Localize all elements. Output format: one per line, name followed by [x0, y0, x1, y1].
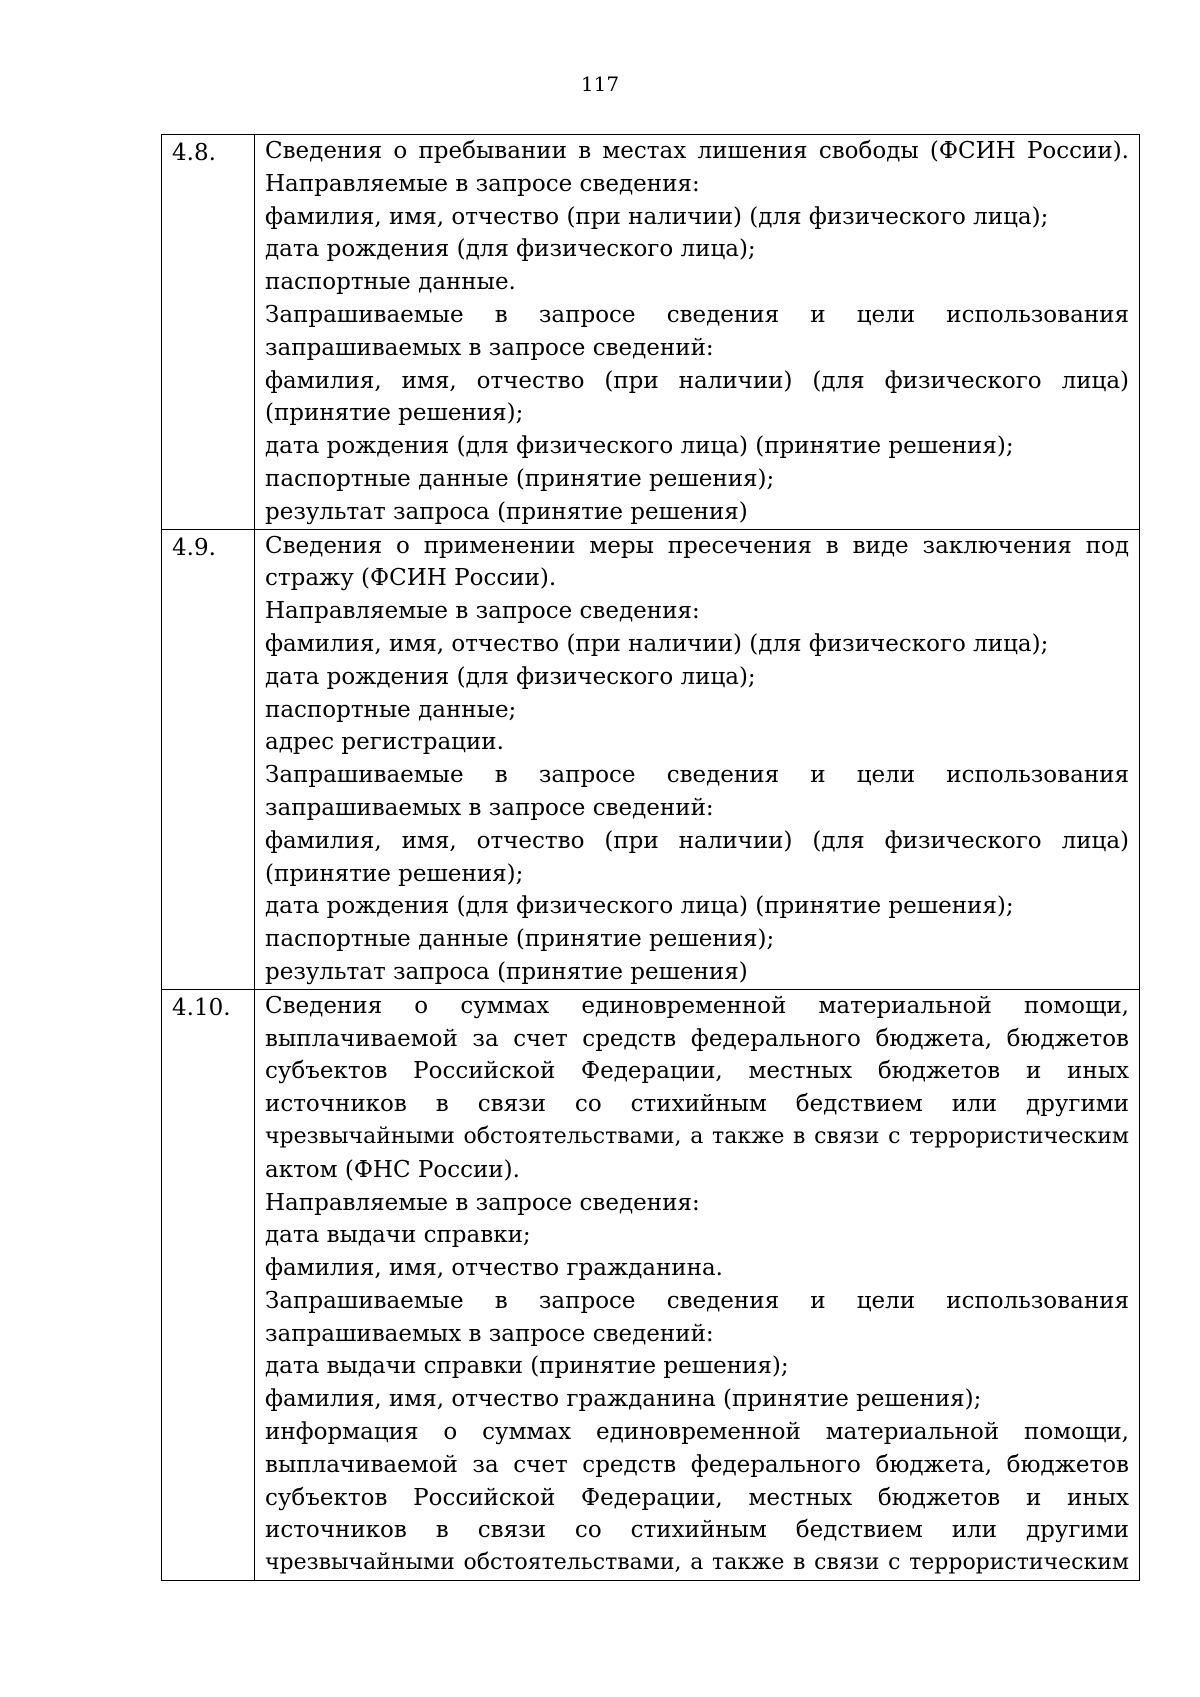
table-row [162, 529, 1140, 989]
text-line: Направляемые в запросе сведения: [265, 1189, 700, 1216]
row-content [255, 135, 1140, 530]
text-line: Запрашиваемые в запросе сведения и цели использования [265, 301, 1129, 328]
text-line: источников в связи со стихийным бедствием или другими [265, 1091, 1129, 1118]
text-line: дата выдачи справки (принятие решения); [265, 1353, 789, 1380]
table-row [162, 135, 1140, 530]
row-content [255, 989, 1140, 1580]
text-line: результат запроса (принятие решения) [265, 498, 748, 525]
text-line: актом (ФНС России). [265, 1156, 520, 1183]
text-line: дата рождения (для физического лица); [265, 663, 756, 690]
text-line: адрес регистрации. [265, 729, 504, 756]
text-line: фамилия, имя, отчество гражданина (принятие решения); [265, 1386, 982, 1413]
text-line: фамилия, имя, отчество гражданина. [265, 1255, 723, 1282]
table-row [162, 989, 1140, 1580]
row-number: 4.8. [162, 135, 255, 530]
text-line: дата выдачи справки; [265, 1222, 531, 1249]
text-line: результат запроса (принятие решения) [265, 958, 748, 985]
text-line: субъектов Российской Федерации, местных бюджетов и иных [265, 1058, 1129, 1085]
text-line: запрашиваемых в запросе сведений: [265, 334, 714, 361]
text-line: стражу (ФСИН России). [265, 565, 557, 592]
text-line: (принятие решения); [265, 400, 524, 427]
text-line: паспортные данные; [265, 696, 517, 723]
text-line: паспортные данные (принятие решения); [265, 465, 775, 492]
text-line: фамилия, имя, отчество (при наличии) (для физического лица); [265, 630, 1049, 657]
row-number: 4.9. [162, 529, 255, 989]
text-line: фамилия, имя, отчество (при наличии) (для физического лица); [265, 203, 1049, 230]
text-line: дата рождения (для физического лица); [265, 236, 756, 263]
text-line: паспортные данные. [265, 269, 516, 296]
text-line: информация о суммах единовременной материальной помощи, [265, 1419, 1129, 1446]
row-content [255, 529, 1140, 989]
text-line: Сведения о суммах единовременной материальной помощи, [265, 992, 1129, 1019]
text-line: чрезвычайными обстоятельствами, а также в связи с террористическим [265, 1550, 1129, 1576]
text-line: запрашиваемых в запросе сведений: [265, 1320, 714, 1347]
text-line: дата рождения (для физического лица) (принятие решения); [265, 433, 1014, 460]
text-line: источников в связи со стихийным бедствием или другими [265, 1517, 1129, 1544]
text-line: субъектов Российской Федерации, местных бюджетов и иных [265, 1484, 1129, 1511]
text-line: Направляемые в запросе сведения: [265, 170, 700, 197]
text-line: дата рождения (для физического лица) (принятие решения); [265, 893, 1014, 920]
text-line: фамилия, имя, отчество (при наличии) (для физического лица) [265, 367, 1129, 394]
text-line: выплачиваемой за счет средств федерального бюджета, бюджетов [265, 1451, 1129, 1478]
text-line: Запрашиваемые в запросе сведения и цели использования [265, 1287, 1129, 1314]
text-line: чрезвычайными обстоятельствами, а также в связи с террористическим [265, 1123, 1129, 1149]
text-line: (принятие решения); [265, 860, 524, 887]
text-line: запрашиваемых в запросе сведений: [265, 794, 714, 821]
text-line: Сведения о пребывании в местах лишения свободы (ФСИН России). [265, 138, 1129, 164]
text-line: паспортные данные (принятие решения); [265, 926, 775, 953]
text-line: Направляемые в запросе сведения: [265, 598, 700, 625]
text-line: выплачиваемой за счет средств федерального бюджета, бюджетов [265, 1025, 1129, 1052]
text-line: Запрашиваемые в запросе сведения и цели использования [265, 762, 1129, 789]
text-line: Сведения о применении меры пресечения в виде заключения под [265, 532, 1129, 559]
row-number: 4.10. [162, 989, 255, 1580]
page-number: 117 [580, 72, 620, 96]
text-line: фамилия, имя, отчество (при наличии) (для физического лица) [265, 827, 1129, 854]
document-table [161, 134, 1140, 1581]
